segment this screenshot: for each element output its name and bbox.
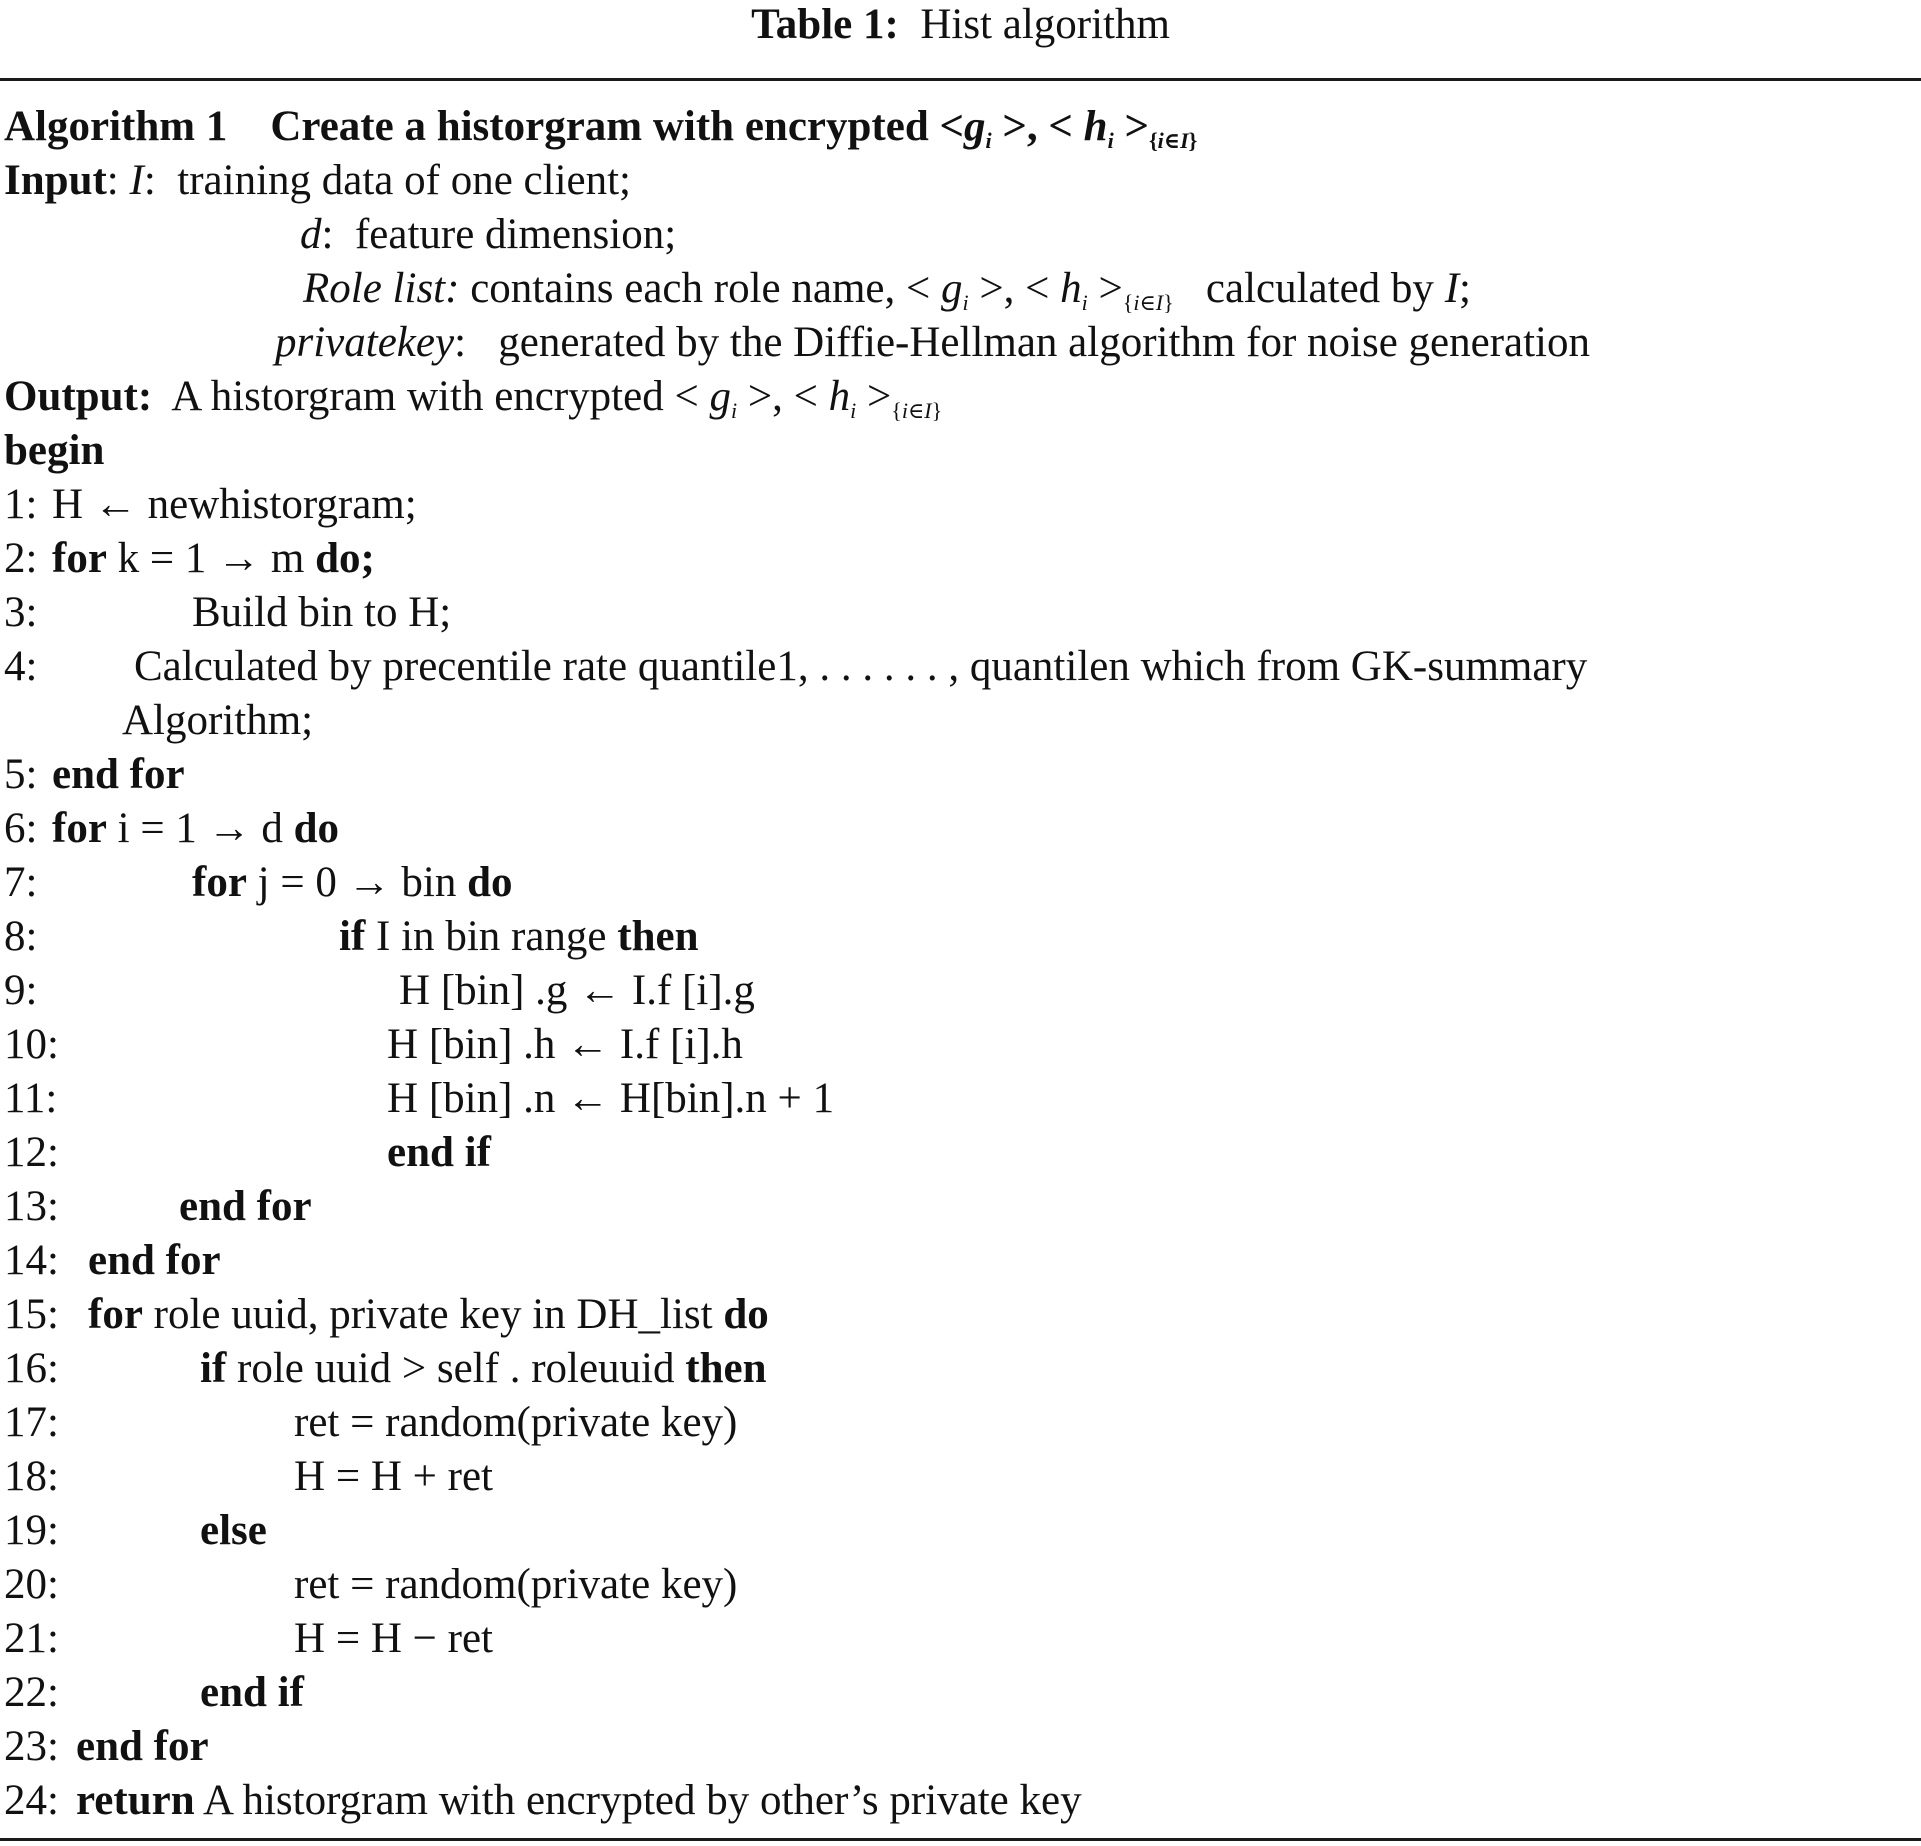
step-text: H = H + ret bbox=[294, 1453, 494, 1500]
step-text: for role uuid, private key in DH_list do bbox=[88, 1291, 769, 1338]
step-number: 22: bbox=[4, 1669, 59, 1716]
step-text: else bbox=[200, 1507, 267, 1554]
step-text: Algorithm; bbox=[122, 697, 314, 744]
step-text: H [bin] .n ← H[bin].n + 1 bbox=[387, 1075, 835, 1122]
step-number: 9: bbox=[4, 967, 38, 1014]
step-number: 5: bbox=[4, 751, 38, 798]
input-d-line: d: feature dimension; bbox=[300, 211, 677, 258]
step-text: H ← newhistorgram; bbox=[52, 481, 417, 528]
table-caption bbox=[0, 0, 1921, 50]
step-text: end for bbox=[76, 1723, 209, 1770]
step-text: if role uuid > self . roleuuid then bbox=[200, 1345, 767, 1392]
begin-keyword: begin bbox=[4, 427, 105, 474]
step-number: 2: bbox=[4, 535, 38, 582]
input-pk-text: generated by the Diffie-Hellman algorithm for noise generation bbox=[498, 319, 1590, 366]
output-text: A historgram with encrypted bbox=[171, 373, 664, 420]
step-text: for k = 1 → m do; bbox=[52, 535, 375, 582]
step-text: ret = random(private key) bbox=[294, 1399, 738, 1446]
begin-line bbox=[4, 424, 104, 478]
step-number: 24: bbox=[4, 1777, 59, 1824]
caption-label: Table 1: bbox=[751, 1, 899, 48]
step-text: H = H − ret bbox=[294, 1615, 494, 1662]
step-text: end for bbox=[52, 751, 185, 798]
step-number: 4: bbox=[4, 643, 38, 690]
step-number: 11: bbox=[4, 1075, 58, 1122]
step-text: end if bbox=[200, 1669, 304, 1716]
step-text: H [bin] .h ← I.f [i].h bbox=[387, 1021, 743, 1068]
input-I-text: training data of one client; bbox=[177, 157, 632, 204]
output-line: Output: A historgram with encrypted < $g_i$ >, < $h_i >_{\{i\in I\}}$ bbox=[4, 373, 943, 423]
step-number: 13: bbox=[4, 1183, 59, 1230]
step-number: 8: bbox=[4, 913, 38, 960]
output-label: Output: bbox=[4, 373, 153, 420]
step-text: return A historgram with encrypted by other’s private key bbox=[76, 1777, 1082, 1824]
input-label: Input bbox=[4, 157, 107, 204]
input-pk-line: privatekey: generated by the Diffie-Hellman algorithm for noise generation bbox=[275, 319, 1590, 366]
step-number: 1: bbox=[4, 481, 38, 528]
step-number: 17: bbox=[4, 1399, 59, 1446]
input-role-tail: calculated by bbox=[1205, 265, 1434, 312]
step-text: Calculated by precentile rate quantile1, . . . . . . , quantilen which from GK-summary bbox=[134, 643, 1588, 690]
input-role-label: Role list: bbox=[303, 265, 460, 312]
step-text: ret = random(private key) bbox=[294, 1561, 738, 1608]
step-number: 6: bbox=[4, 805, 38, 852]
step-number: 16: bbox=[4, 1345, 59, 1392]
step-number: 18: bbox=[4, 1453, 59, 1500]
step-number: 23: bbox=[4, 1723, 59, 1770]
algorithm-header: Algorithm 1 Create a historgram with encrypted $<g_i$ >, < $h_i >_{\{i\in I\}}$ bbox=[4, 103, 1198, 153]
top-rule bbox=[0, 78, 1921, 81]
step-text: end for bbox=[88, 1237, 221, 1284]
step-text: for i = 1 → d do bbox=[52, 805, 340, 852]
step-number: 12: bbox=[4, 1129, 59, 1176]
input-pk-label: privatekey bbox=[275, 319, 455, 366]
step-text: end if bbox=[387, 1129, 491, 1176]
input-role-line: Role list: contains each role name, < $g_i$ >, < $h_i >_{\{i\in I\}}$ calculated by I; bbox=[303, 265, 1471, 315]
algorithm-label: Algorithm 1 bbox=[4, 103, 228, 150]
step-text: for j = 0 → bin do bbox=[192, 859, 513, 906]
step-text: if I in bin range then bbox=[339, 913, 699, 960]
step-number: 20: bbox=[4, 1561, 59, 1608]
caption-title: Hist algorithm bbox=[920, 1, 1170, 48]
step-text: H [bin] .g ← I.f [i].g bbox=[399, 967, 755, 1014]
input-d-text: feature dimension; bbox=[354, 211, 677, 258]
step-number: 21: bbox=[4, 1615, 59, 1662]
step-number: 10: bbox=[4, 1021, 59, 1068]
step-number: 7: bbox=[4, 859, 38, 906]
step-number: 15: bbox=[4, 1291, 59, 1338]
bottom-rule bbox=[0, 1838, 1921, 1841]
algorithm-title: Create a historgram with encrypted bbox=[270, 103, 929, 150]
step-text: end for bbox=[179, 1183, 312, 1230]
step-number: 19: bbox=[4, 1507, 59, 1554]
step-text: Build bin to H; bbox=[192, 589, 452, 636]
step-number: 3: bbox=[4, 589, 38, 636]
input-role-text: contains each role name, bbox=[470, 265, 896, 312]
step-number: 14: bbox=[4, 1237, 59, 1284]
input-line: Input: I: training data of one client; bbox=[4, 157, 632, 204]
